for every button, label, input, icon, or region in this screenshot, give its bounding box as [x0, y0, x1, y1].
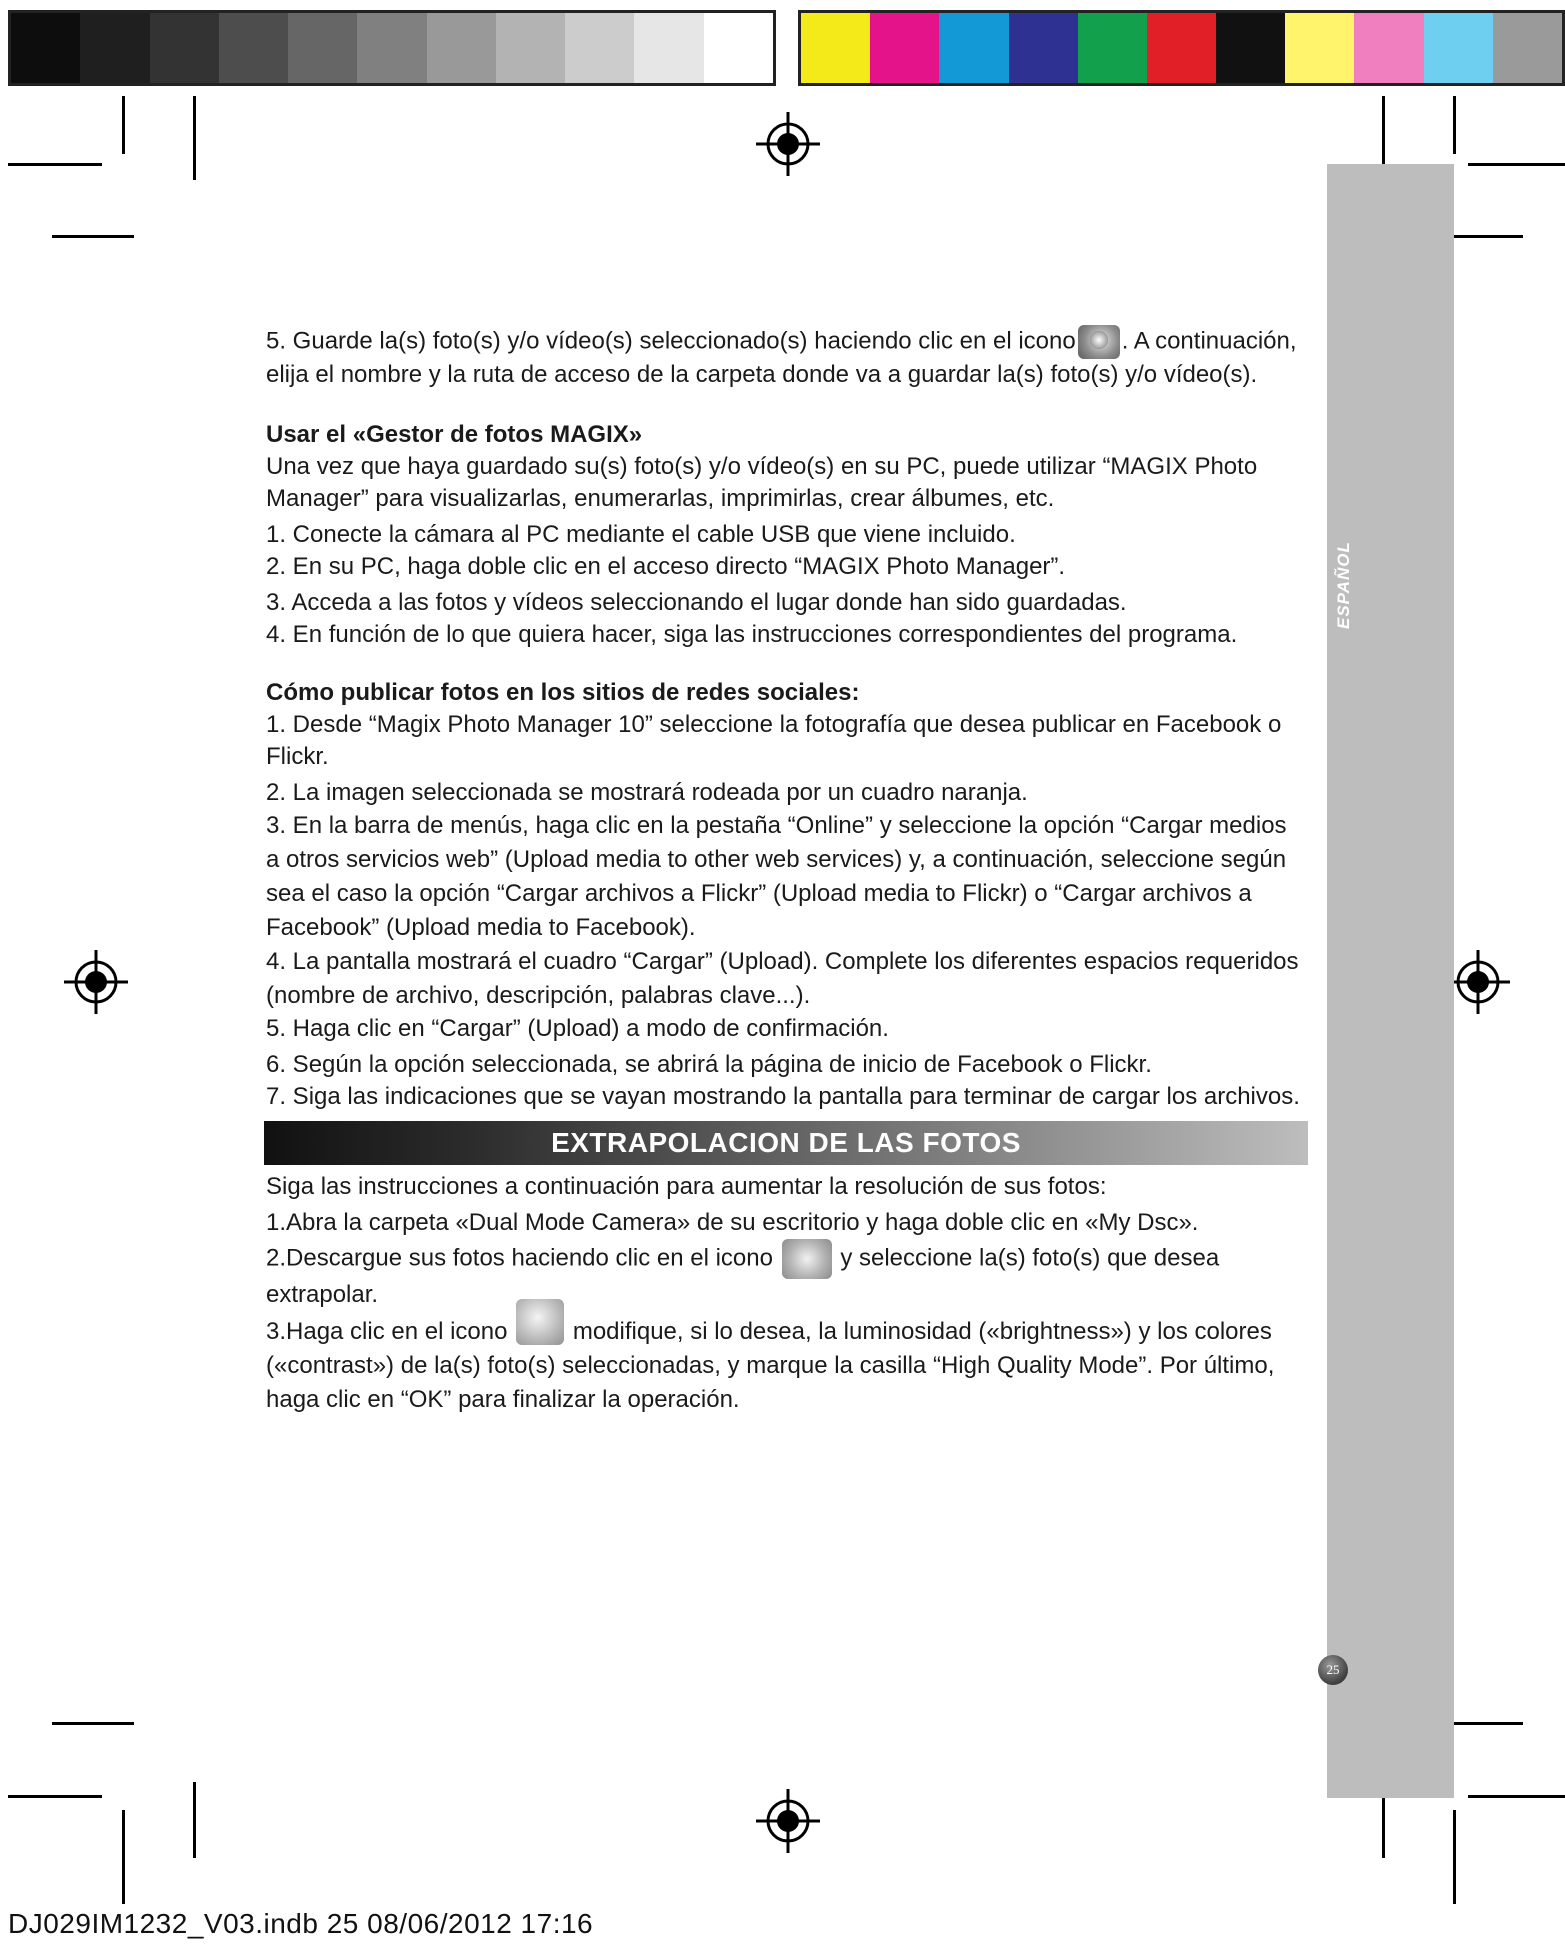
- save-step: 5. Guarde la(s) foto(s) y/o vídeo(s) seleccionado(s) haciendo clic en el icono . A continuación, elija el nombre y la ruta de acceso de la carpeta donde va a guardar la(s) foto(s) y/o vídeo(s).: [266, 325, 1306, 391]
- color-swatch: [801, 13, 870, 83]
- extrap-step: 1.Abra la carpeta «Dual Mode Camera» de su escritorio y haga doble clic en «My Dsc».: [266, 1209, 1199, 1236]
- gray-swatch: [150, 13, 219, 83]
- crop-mark: [1445, 1722, 1523, 1725]
- gray-swatch: [11, 13, 80, 83]
- extrap-intro: Siga las instrucciones a continuación para aumentar la resolución de sus fotos:: [266, 1173, 1107, 1200]
- crop-mark: [122, 1810, 125, 1904]
- crop-mark: [1445, 235, 1523, 238]
- social-step: 1. Desde “Magix Photo Manager 10” seleccione la fotografía que desea publicar en Facebook o Flickr.: [266, 711, 1282, 770]
- gray-swatch: [634, 13, 703, 83]
- registration-mark-icon: [64, 950, 128, 1014]
- crop-mark: [8, 163, 102, 166]
- registration-mark-icon: [756, 1789, 820, 1853]
- magix-step: 2. En su PC, haga doble clic en el acceso directo “MAGIX Photo Manager”.: [266, 553, 1066, 580]
- gray-swatch: [565, 13, 634, 83]
- crop-mark: [193, 96, 196, 180]
- color-swatch: [1216, 13, 1285, 83]
- section-banner: [264, 1121, 1308, 1165]
- registration-mark-icon: [1446, 950, 1510, 1014]
- download-icon: [782, 1239, 832, 1279]
- color-swatch: [939, 13, 1008, 83]
- social-step: 7. Siga las indicaciones que se vayan mostrando la pantalla para terminar de cargar los archivos.: [266, 1083, 1300, 1110]
- registration-mark-icon: [756, 112, 820, 176]
- crop-mark: [122, 96, 125, 154]
- crop-mark: [1453, 96, 1456, 154]
- gray-swatch: [80, 13, 149, 83]
- social-step: 2. La imagen seleccionada se mostrará rodeada por un cuadro naranja.: [266, 779, 1028, 806]
- magix-heading: Usar el «Gestor de fotos MAGIX»: [266, 421, 643, 448]
- magix-step: 1. Conecte la cámara al PC mediante el cable USB que viene incluido.: [266, 521, 1016, 548]
- crop-mark: [1453, 1810, 1456, 1904]
- color-swatch: [1285, 13, 1354, 83]
- gray-swatch: [427, 13, 496, 83]
- magix-step: 3. Acceda a las fotos y vídeos seleccionando el lugar donde han sido guardadas.: [266, 589, 1127, 616]
- color-swatch: [1424, 13, 1493, 83]
- color-swatch: [1354, 13, 1423, 83]
- magix-step: 4. En función de lo que quiera hacer, siga las instrucciones correspondientes del programa.: [266, 621, 1238, 648]
- print-slug: DJ029IM1232_V03.indb 25 08/06/2012 17:16: [8, 1908, 594, 1939]
- crop-mark: [52, 235, 134, 238]
- grayscale-calibration-bar: [8, 10, 776, 86]
- language-label: ESPAÑOL: [1334, 541, 1353, 629]
- save-icon: [1078, 325, 1120, 359]
- crop-mark: [1468, 163, 1565, 166]
- language-side-tab: [1327, 164, 1454, 1798]
- modify-icon: [516, 1299, 564, 1345]
- section-title: EXTRAPOLACION DE LAS FOTOS: [551, 1127, 1021, 1158]
- gray-swatch: [288, 13, 357, 83]
- social-step: 3. En la barra de menús, haga clic en la pestaña “Online” y seleccione la opción “Cargar medios a otros servicios web” (Upload media to other web services) y, a continuación, seleccione según sea el caso la opción “Cargar archivos a Flickr” (Upload media to Flickr) o “Cargar archivos a Facebook” (Upload media to Facebook).: [266, 812, 1287, 941]
- extrap-step: 3.Haga clic en el icono modifique, si lo desea, la luminosidad («brightness») y los colores («contrast») de la(s) foto(s) seleccionadas, y marque la casilla “High Quality Mode”. Por último, haga clic en “OK” para finalizar la operación.: [266, 1315, 1306, 1417]
- social-step: 4. La pantalla mostrará el cuadro “Cargar” (Upload). Complete los diferentes espacios requeridos (nombre de archivo, descripción, palabras clave...).: [266, 948, 1299, 1009]
- crop-mark: [52, 1722, 134, 1725]
- crop-mark: [8, 1795, 102, 1798]
- page-number: 25: [1318, 1655, 1348, 1685]
- social-step: 6. Según la opción seleccionada, se abrirá la página de inicio de Facebook o Flickr.: [266, 1051, 1152, 1078]
- extrap-step: 2.Descargue sus fotos haciendo clic en el icono y seleccione la(s) foto(s) que desea extrapolar.: [266, 1239, 1306, 1311]
- document-body: [266, 325, 1306, 1417]
- color-swatch: [1009, 13, 1078, 83]
- color-swatch: [870, 13, 939, 83]
- color-calibration-bar: [798, 10, 1565, 86]
- gray-swatch: [496, 13, 565, 83]
- magix-intro: Una vez que haya guardado su(s) foto(s) y/o vídeo(s) en su PC, puede utilizar “MAGIX Photo Manager” para visualizarlas, enumerarlas, imprimirlas, crear álbumes, etc.: [266, 453, 1258, 512]
- color-swatch: [1147, 13, 1216, 83]
- gray-swatch: [219, 13, 288, 83]
- color-swatch: [1493, 13, 1562, 83]
- social-heading: Cómo publicar fotos en los sitios de redes sociales:: [266, 679, 860, 706]
- color-swatch: [1078, 13, 1147, 83]
- crop-mark: [193, 1782, 196, 1858]
- crop-mark: [1468, 1795, 1565, 1798]
- gray-swatch: [704, 13, 773, 83]
- gray-swatch: [357, 13, 426, 83]
- social-step: 5. Haga clic en “Cargar” (Upload) a modo de confirmación.: [266, 1015, 889, 1042]
